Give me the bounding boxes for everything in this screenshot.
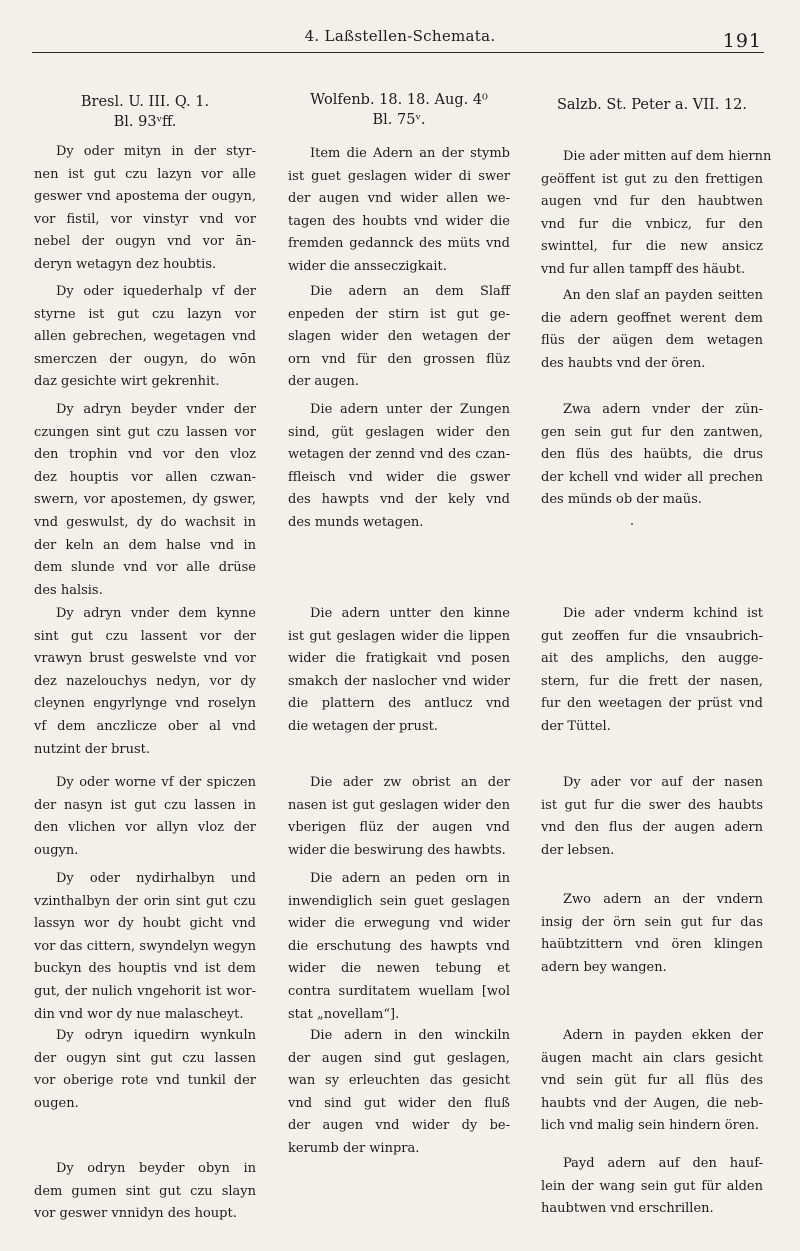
- text-line: ougen.: [34, 1095, 79, 1111]
- column-heading-line: Wolfenb. 18. 18. Aug. 4⁰: [310, 92, 488, 108]
- text-line: Dy oder worne vf der spiczen: [56, 775, 256, 790]
- text-line: ist guet geslagen wider di swer: [288, 168, 510, 184]
- paragraph: [541, 1025, 763, 1138]
- text-line: kerumb der winpra.: [288, 1140, 420, 1156]
- paragraph: [541, 146, 772, 282]
- text-line: vnd fur die vnbicz, fur den: [541, 216, 763, 232]
- text-line: buckyn des houptis vnd ist dem: [34, 961, 256, 977]
- text-line: wider die fratigkait vnd posen: [288, 651, 510, 667]
- text-line: die plattern des antlucz vnd: [288, 696, 510, 712]
- text-line: die erschutung des hawpts vnd: [288, 938, 510, 954]
- column-heading-line: Bresl. U. III. Q. 1.: [80, 94, 210, 110]
- text-line: Zwo adern an der vndern: [563, 892, 763, 907]
- text-line: des haubts vnd der ören.: [541, 355, 706, 371]
- text-line: dez nazelouchys nedyn, vor dy: [34, 673, 256, 689]
- text-line: nen ist gut czu lazyn vor alle: [34, 166, 256, 182]
- text-line: vnd geswulst, dy do wachsit in: [34, 514, 256, 530]
- text-line: geöffent ist gut zu den frettigen: [541, 171, 763, 187]
- text-line: nasen ist gut geslagen wider den: [288, 797, 510, 813]
- paragraph: [541, 772, 763, 862]
- paragraph: [34, 603, 256, 761]
- text-line: Dy odryn iquedirn wynkuln: [56, 1028, 256, 1043]
- text-line: dez houptis vor allen czwan-: [34, 469, 256, 485]
- text-line: vor oberige rote vnd tunkil der: [34, 1073, 256, 1089]
- text-line: allen gebrechen, wegetagen vnd: [34, 329, 256, 345]
- text-line: des munds wetagen.: [288, 514, 424, 530]
- text-line: Die adern in den winckiln: [310, 1028, 510, 1043]
- paragraph: [34, 1158, 256, 1226]
- paragraph: [288, 399, 510, 535]
- text-line: wan sy erleuchten das gesicht: [288, 1073, 510, 1089]
- text-line: adern bey wangen.: [541, 959, 667, 975]
- text-line: geswer vnd apostema der ougyn,: [34, 189, 256, 205]
- text-line: flüs der aügen dem wetagen: [541, 333, 763, 349]
- text-line: vberigen flüz der augen vnd: [288, 820, 510, 836]
- text-line: ist gut fur die swer des haubts: [541, 797, 763, 813]
- text-line: Dy ader vor auf der nasen: [563, 775, 763, 790]
- text-line: nutzint der brust.: [34, 741, 151, 757]
- text-line: der lebsen.: [541, 842, 615, 858]
- text-line: den trophin vnd vor den vloz: [34, 447, 256, 463]
- text-line: tagen des houbts vnd wider die: [288, 213, 510, 229]
- paragraph: [34, 1025, 256, 1115]
- text-line: haübtzittern vnd ören klingen: [541, 937, 763, 953]
- paragraph: [288, 1025, 510, 1161]
- paragraph: [34, 141, 256, 277]
- paragraph: [34, 281, 256, 394]
- text-line: Dy odryn beyder obyn in: [56, 1161, 256, 1176]
- text-line: Zwa adern vnder der zün-: [563, 402, 763, 417]
- text-line: czungen sint gut czu lassen vor: [34, 424, 256, 440]
- paragraph: [541, 603, 763, 739]
- text-line: den flüs des haübts, die drus: [541, 447, 763, 463]
- paragraph: [288, 868, 510, 1026]
- text-line: des hawpts vnd der kely vnd: [288, 492, 510, 508]
- column-heading-line: Bl. 93ᵛff.: [113, 114, 177, 130]
- text-line: Die adern an peden orn in: [310, 871, 510, 886]
- text-line: styrne ist gut czu lazyn vor: [34, 306, 256, 322]
- text-line: deryn wetagyn dez houbtis.: [34, 256, 217, 272]
- column-heading-line: Bl. 75ᵛ.: [372, 112, 426, 128]
- text-line: swinttel, fur die new ansicz: [541, 239, 763, 255]
- column-heading: [288, 90, 510, 130]
- text-line: Adern in payden ekken der: [563, 1028, 763, 1043]
- text-line: insig der örn sein gut fur das: [541, 914, 763, 930]
- text-line: gut, der nulich vngehorit ist wor-: [34, 983, 256, 999]
- text-line: vnd den flus der augen adern: [541, 820, 763, 836]
- text-line: dem gumen sint gut czu slayn: [34, 1183, 256, 1199]
- text-line: smerczen der ougyn, do wōn: [34, 351, 256, 367]
- text-line: vor fistil, vor vinstyr vnd vor: [34, 211, 256, 227]
- text-line: vf dem anczlicze ober al vnd: [34, 718, 256, 734]
- text-line: haubts vnd der Augen, die neb-: [541, 1095, 763, 1111]
- text-line: des münds ob der maüs.: [541, 492, 702, 508]
- text-line: contra surditatem wuellam [wol: [288, 983, 510, 999]
- text-line: die adern geoffnet werent dem: [541, 310, 763, 326]
- text-line: den vlichen vor allyn vloz der: [34, 820, 256, 836]
- text-line: inwendiglich sein guet geslagen: [288, 893, 510, 909]
- text-line: ait des amplichs, den augge-: [541, 651, 763, 667]
- text-line: der augen vnd wider allen we-: [288, 191, 510, 207]
- text-line: der ougyn sint gut czu lassen: [34, 1050, 256, 1066]
- text-line: der Tüttel.: [541, 718, 611, 734]
- paragraph: [288, 772, 510, 862]
- text-line: dem slunde vnd vor alle drüse: [34, 560, 256, 576]
- text-line: Item die Adern an der stymb: [310, 146, 510, 161]
- column-heading: [34, 92, 256, 132]
- text-line: fremden gedannck des müts vnd: [288, 236, 510, 252]
- text-line: Die ader mitten auf dem hiernn: [563, 149, 772, 164]
- text-line: fur den weetagen der prüst vnd: [541, 696, 763, 712]
- text-line: sint gut czu lassent vor der: [34, 628, 256, 644]
- text-line: wider die beswirung des hawbts.: [288, 842, 506, 858]
- text-line: Die adern untter den kinne: [310, 606, 510, 621]
- text-line: sind, güt geslagen wider den: [288, 424, 510, 440]
- text-line: der augen.: [288, 374, 360, 390]
- text-line: nebel der ougyn vnd vor ān-: [34, 234, 256, 250]
- paragraph: [34, 868, 256, 1026]
- text-line: des halsis.: [34, 582, 103, 598]
- text-line: vor das cittern, swyndelyn wegyn: [34, 938, 256, 954]
- text-line: slagen wider den wetagen der: [288, 329, 510, 345]
- paragraph: [288, 281, 510, 394]
- text-line: Dy adryn beyder vnder der: [56, 402, 256, 417]
- text-line: lich vnd malig sein hindern ören.: [541, 1118, 760, 1134]
- text-line: stat „novellam“].: [288, 1006, 400, 1022]
- text-line: ffleisch vnd wider die gswer: [288, 469, 510, 485]
- text-line: Payd adern auf den hauf-: [563, 1156, 763, 1171]
- text-line: Dy adryn vnder dem kynne: [56, 606, 256, 621]
- paragraph: [288, 143, 510, 279]
- text-line: vnd sind gut wider den fluß: [288, 1095, 510, 1111]
- paragraph: [541, 285, 763, 375]
- text-line: der nasyn ist gut czu lassen in: [34, 797, 256, 813]
- paragraph: [34, 772, 256, 862]
- text-line: vnd fur allen tampff des häubt.: [541, 261, 745, 277]
- text-line: lein der wang sein gut für alden: [541, 1178, 763, 1194]
- paragraph: [541, 1153, 763, 1221]
- column-heading: [541, 95, 763, 115]
- header-rule: [32, 52, 764, 53]
- text-line: Die ader zw obrist an der: [310, 775, 510, 790]
- text-line: vor geswer vnnidyn des houpt.: [34, 1206, 237, 1222]
- text-line: Dy oder iquederhalp vf der: [56, 284, 256, 299]
- paragraph: [288, 603, 510, 739]
- speck: [631, 523, 633, 525]
- text-line: der augen vnd wider dy be-: [288, 1118, 510, 1134]
- page-number: 191: [722, 30, 762, 52]
- text-line: gen sein gut fur den zantwen,: [541, 424, 763, 440]
- text-line: Die ader vnderm kchind ist: [563, 606, 763, 621]
- text-line: der keln an dem halse vnd in: [34, 537, 256, 553]
- text-line: din vnd wor dy nue malascheyt.: [34, 1006, 244, 1022]
- text-line: der kchell vnd wider all prechen: [541, 469, 763, 485]
- column-heading-line: Salzb. St. Peter a. VII. 12.: [556, 97, 748, 113]
- paragraph: [541, 399, 763, 512]
- text-line: smakch der naslocher vnd wider: [288, 673, 510, 689]
- text-line: der augen sind gut geslagen,: [288, 1050, 510, 1066]
- text-line: stern, fur die frett der nasen,: [541, 673, 763, 689]
- text-line: daz gesichte wirt gekrenhit.: [34, 374, 220, 390]
- text-line: vnd sein güt fur all flüs des: [541, 1073, 763, 1089]
- text-line: wetagen der zennd vnd des czan-: [288, 447, 510, 463]
- text-line: augen vnd fur den haubtwen: [541, 194, 763, 210]
- text-line: Dy oder mityn in der styr-: [56, 144, 256, 159]
- text-line: wider die ansseczigkait.: [288, 258, 447, 274]
- text-line: wider die erwegung vnd wider: [288, 916, 510, 932]
- text-line: ougyn.: [34, 842, 79, 858]
- text-line: vrawyn brust geswelste vnd vor: [34, 651, 256, 667]
- text-line: haubtwen vnd erschrillen.: [541, 1201, 714, 1217]
- paragraph: [541, 889, 763, 979]
- text-line: cleynen engyrlynge vnd roselyn: [34, 696, 256, 712]
- text-line: enpeden der stirn ist gut ge-: [288, 306, 510, 322]
- running-title: 4. Laßstellen-Schemata.: [304, 27, 496, 45]
- text-line: die wetagen der prust.: [288, 718, 438, 734]
- text-line: Die adern an dem Slaff: [310, 284, 510, 299]
- text-line: orn vnd für den grossen flüz: [288, 351, 510, 367]
- paragraph: [34, 399, 256, 602]
- text-line: wider die newen tebung et: [288, 961, 510, 977]
- text-line: äugen macht ain clars gesicht: [541, 1050, 763, 1066]
- text-line: gut zeoffen fur die vnsaubrich-: [541, 628, 763, 644]
- text-line: Die adern unter der Zungen: [310, 402, 510, 417]
- text-line: swern, vor apostemen, dy gswer,: [34, 492, 256, 508]
- text-line: vzinthalbyn der orin sint gut czu: [34, 893, 256, 909]
- text-line: Dy oder nydirhalbyn und: [56, 871, 256, 886]
- text-line: ist gut geslagen wider die lippen: [288, 628, 510, 644]
- text-line: lassyn wor dy houbt gicht vnd: [34, 916, 256, 932]
- text-line: An den slaf an payden seitten: [563, 288, 763, 303]
